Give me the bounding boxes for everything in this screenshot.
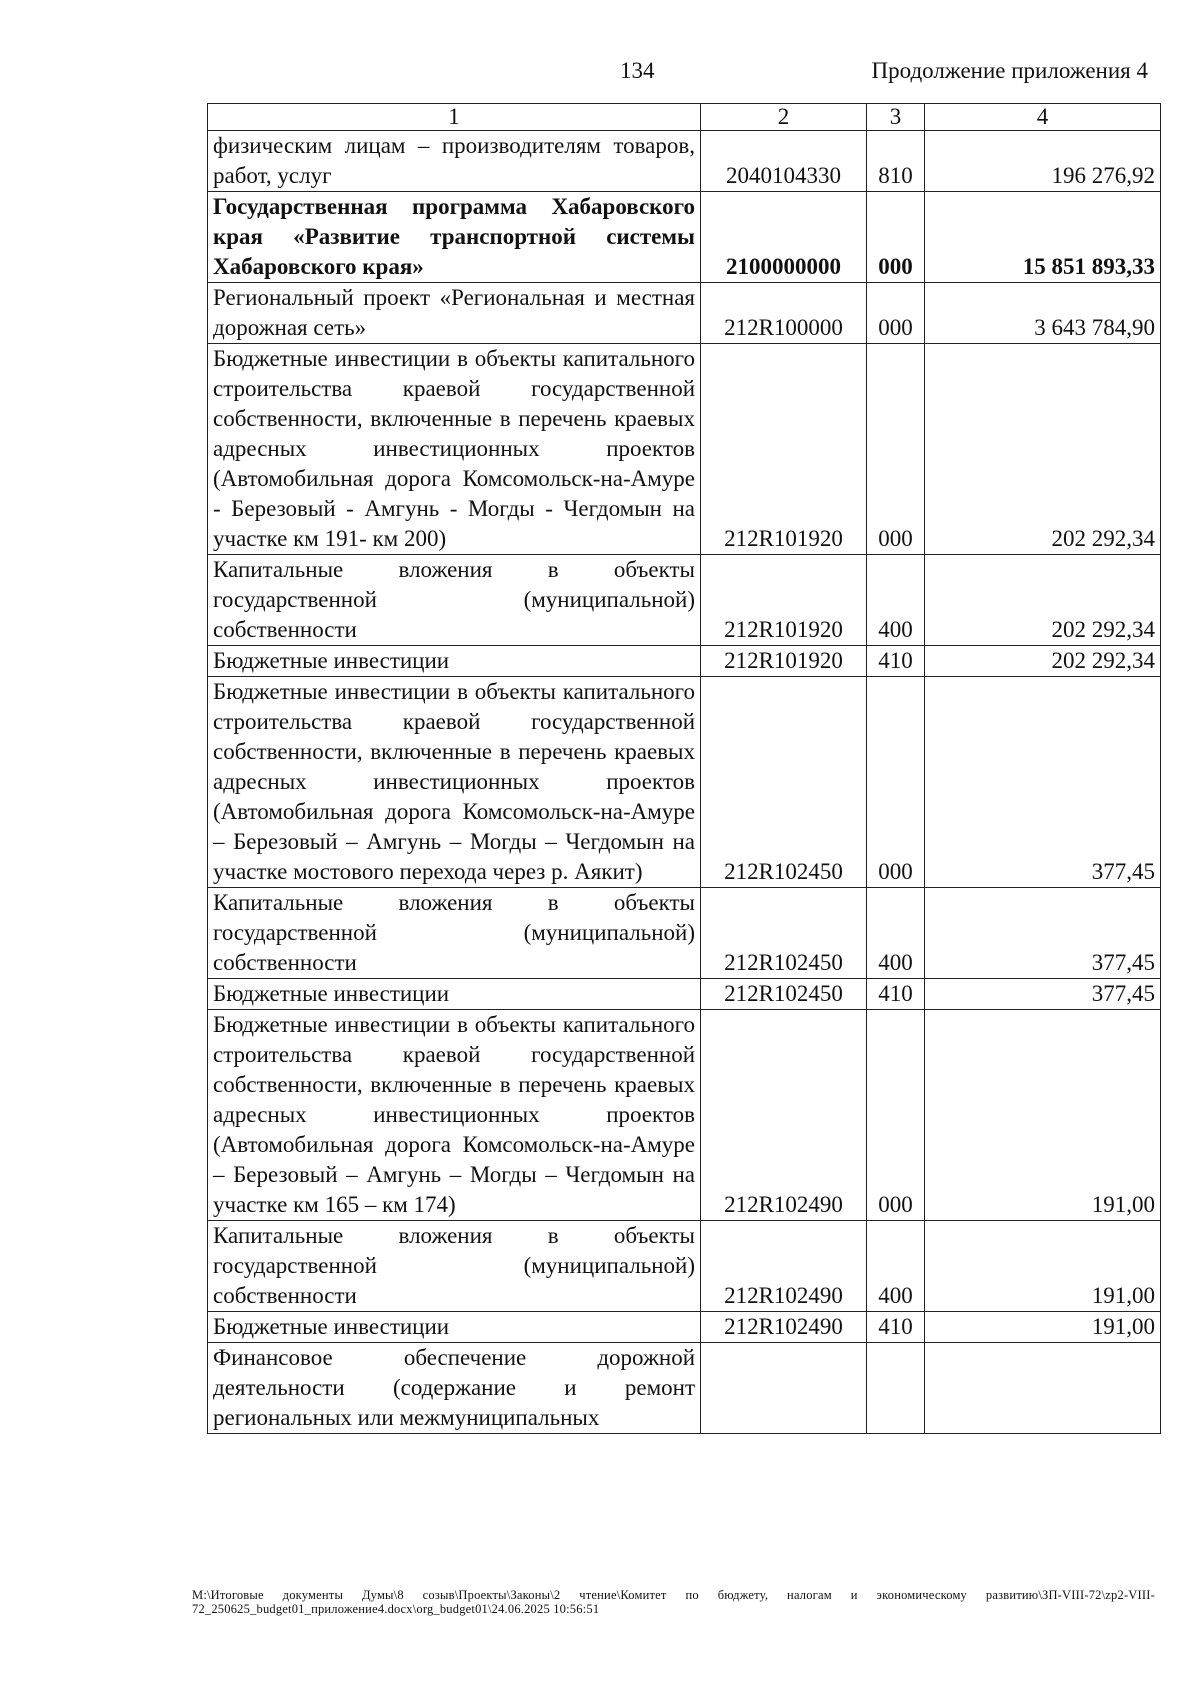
expense-type-code: 410 xyxy=(867,1312,925,1343)
column-header: 4 xyxy=(925,104,1161,131)
table-row xyxy=(208,888,1161,979)
budget-code: 212R102450 xyxy=(701,888,867,979)
amount-value: 191,00 xyxy=(925,1221,1161,1312)
expense-type-code xyxy=(867,1343,925,1434)
expense-type-code: 000 xyxy=(867,1010,925,1221)
table-row xyxy=(208,646,1161,677)
table-row xyxy=(208,979,1161,1010)
column-header: 2 xyxy=(701,104,867,131)
table-row xyxy=(208,555,1161,646)
row-description: Бюджетные инвестиции xyxy=(208,1312,701,1343)
amount-value xyxy=(925,1343,1161,1434)
expense-type-code: 400 xyxy=(867,555,925,646)
budget-code: 212R102490 xyxy=(701,1010,867,1221)
amount-value: 202 292,34 xyxy=(925,555,1161,646)
row-description: Государственная программа Хабаровского края «Развитие транспортной системы Хабаровского края» xyxy=(208,192,701,283)
column-header: 1 xyxy=(208,104,701,131)
row-description: физическим лицам – производителям товаров, работ, услуг xyxy=(208,131,701,192)
amount-value: 377,45 xyxy=(925,888,1161,979)
expense-type-code: 810 xyxy=(867,131,925,192)
row-description: Капитальные вложения в объекты государственной (муниципальной) собственности xyxy=(208,888,701,979)
budget-code: 212R101920 xyxy=(701,344,867,555)
table-row xyxy=(208,1010,1161,1221)
expense-type-code: 000 xyxy=(867,283,925,344)
budget-code: 212R102490 xyxy=(701,1221,867,1312)
row-description: Бюджетные инвестиции xyxy=(208,646,701,677)
amount-value: 377,45 xyxy=(925,677,1161,888)
expense-type-code: 000 xyxy=(867,192,925,283)
row-description: Бюджетные инвестиции в объекты капитального строительства краевой государственной собственности, включенные в перечень краевых адресных инвестиционных проектов (Автомобильная дорога Комсомольск-на-Амуре – Березовый – Амгунь – Могды – Чегдомын на участке мостового перехода через р. Аякит) xyxy=(208,677,701,888)
row-description: Бюджетные инвестиции xyxy=(208,979,701,1010)
expense-type-code: 410 xyxy=(867,646,925,677)
row-description: Капитальные вложения в объекты государственной (муниципальной) собственности xyxy=(208,555,701,646)
table-row xyxy=(208,677,1161,888)
budget-code: 212R100000 xyxy=(701,283,867,344)
expense-type-code: 410 xyxy=(867,979,925,1010)
table-header-row xyxy=(208,104,1161,131)
budget-code: 212R101920 xyxy=(701,555,867,646)
amount-value: 202 292,34 xyxy=(925,344,1161,555)
table-row xyxy=(208,1221,1161,1312)
amount-value: 202 292,34 xyxy=(925,646,1161,677)
amount-value: 15 851 893,33 xyxy=(925,192,1161,283)
file-path-footer: М:\Итоговые документы Думы\8 созыв\Проекты\Законы\2 чтение\Комитет по бюджету, налогам и экономическому развитию\ЗП-VIII-72\zp2-VIII-72_250625_budget01_приложение4.docx\org_budget01\24.06.2025 10:56:51 xyxy=(192,1588,1155,1616)
expense-type-code: 000 xyxy=(867,677,925,888)
amount-value: 377,45 xyxy=(925,979,1161,1010)
budget-table xyxy=(207,103,1161,1434)
budget-code: 212R102490 xyxy=(701,1312,867,1343)
row-description: Бюджетные инвестиции в объекты капитального строительства краевой государственной собственности, включенные в перечень краевых адресных инвестиционных проектов (Автомобильная дорога Комсомольск-на-Амуре - Березовый - Амгунь - Могды - Чегдомын на участке км 191- км 200) xyxy=(208,344,701,555)
budget-code: 2100000000 xyxy=(701,192,867,283)
amount-value: 191,00 xyxy=(925,1010,1161,1221)
table-row xyxy=(208,283,1161,344)
continuation-note: Продолжение приложения 4 xyxy=(871,58,1148,83)
budget-code: 212R102450 xyxy=(701,979,867,1010)
row-description: Региональный проект «Региональная и местная дорожная сеть» xyxy=(208,283,701,344)
row-description: Финансовое обеспечение дорожной деятельности (содержание и ремонт региональных или межмуниципальных xyxy=(208,1343,701,1434)
expense-type-code: 400 xyxy=(867,888,925,979)
row-description: Бюджетные инвестиции в объекты капитального строительства краевой государственной собственности, включенные в перечень краевых адресных инвестиционных проектов (Автомобильная дорога Комсомольск-на-Амуре – Березовый – Амгунь – Могды – Чегдомын на участке км 165 – км 174) xyxy=(208,1010,701,1221)
amount-value: 191,00 xyxy=(925,1312,1161,1343)
budget-code xyxy=(701,1343,867,1434)
table-row xyxy=(208,131,1161,192)
table-row xyxy=(208,344,1161,555)
amount-value: 196 276,92 xyxy=(925,131,1161,192)
amount-value: 3 643 784,90 xyxy=(925,283,1161,344)
budget-code: 212R101920 xyxy=(701,646,867,677)
column-header: 3 xyxy=(867,104,925,131)
row-description: Капитальные вложения в объекты государственной (муниципальной) собственности xyxy=(208,1221,701,1312)
page-number: 134 xyxy=(620,58,655,83)
table-row xyxy=(208,192,1161,283)
budget-code: 2040104330 xyxy=(701,131,867,192)
expense-type-code: 000 xyxy=(867,344,925,555)
table-row xyxy=(208,1312,1161,1343)
expense-type-code: 400 xyxy=(867,1221,925,1312)
budget-code: 212R102450 xyxy=(701,677,867,888)
table-row xyxy=(208,1343,1161,1434)
